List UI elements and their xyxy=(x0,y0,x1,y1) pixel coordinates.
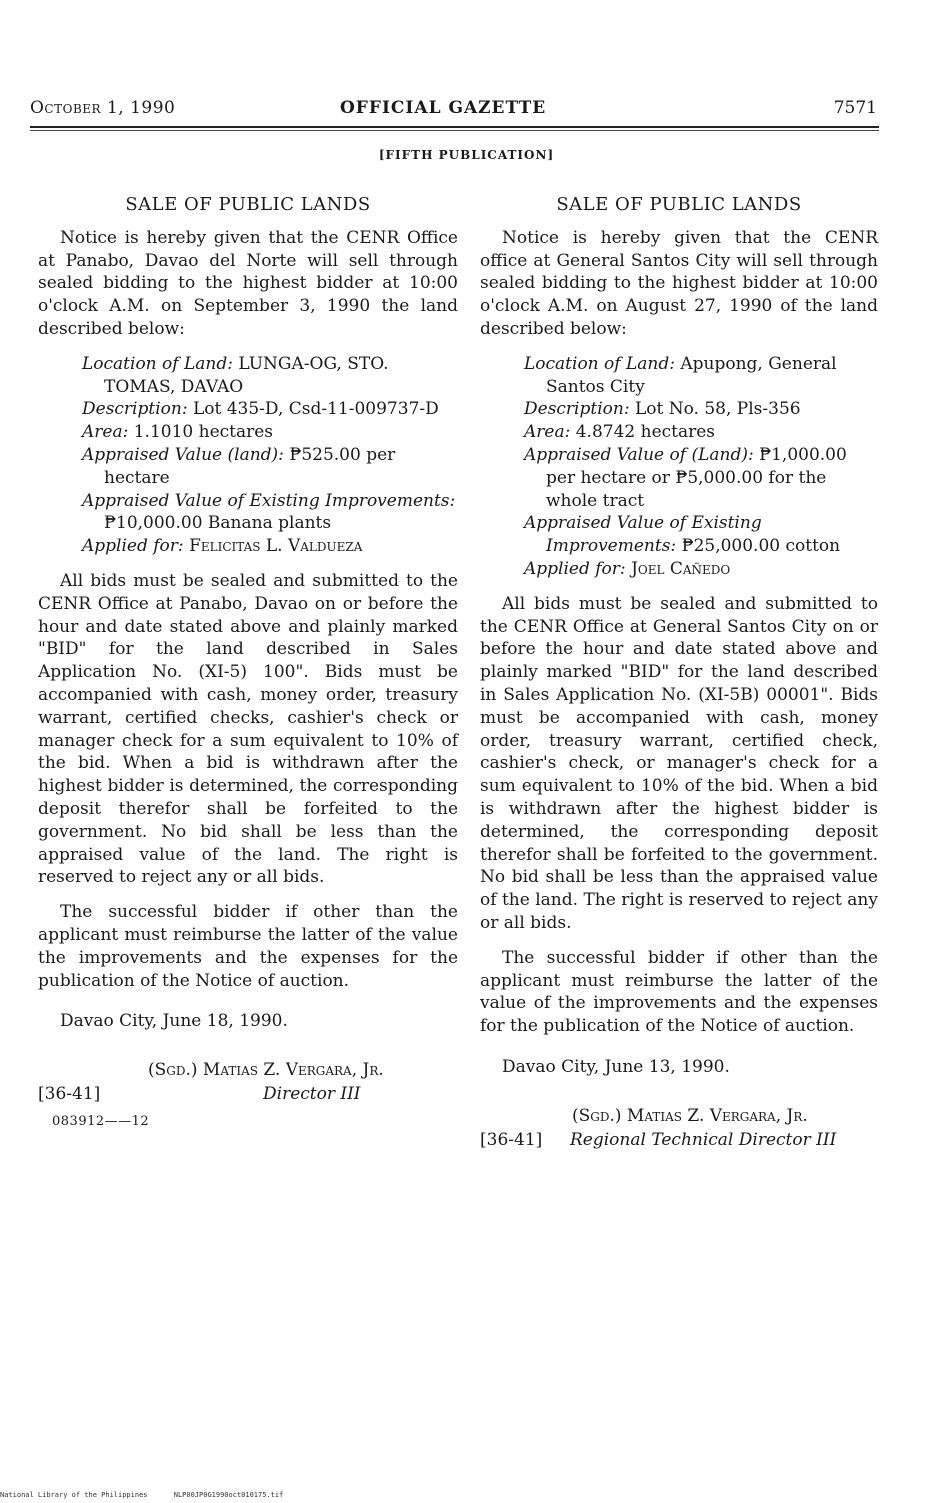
footer-library: National Library of the Philippines xyxy=(0,1491,148,1499)
detail-description: Description: Lot 435-D, Csd-11-009737-D xyxy=(82,399,439,420)
signatory-name: (Sgd.) Matias Z. Vergara, Jr. xyxy=(148,1060,384,1081)
detail-area: Area: 1.1010 hectares xyxy=(82,422,274,443)
notice-title: SALE OF PUBLIC LANDS xyxy=(125,194,371,215)
header-title: OFFICIAL GAZETTE xyxy=(340,98,547,118)
header-page-number: 7571 xyxy=(833,98,877,118)
detail-location: Location of Land: Apupong, General Santos City xyxy=(524,353,837,397)
detail-improvements: Appraised Value of Existing Improvements: ₱25,000.00 cotton xyxy=(524,513,841,557)
detail-area: Area: 4.8742 hectares xyxy=(524,422,716,443)
notice-body-bids: All bids must be sealed and submitted to the CENR Office at Panabo, Davao on or before the hour and date stated above and plainly marked "BID" for the land described in Sales Application No. (XI-5) 100". Bids must be accompanied with cash, money order, treasury warrant, certified checks, cashier's check or manager check for a sum equivalent to 10% of the bid. When a bid is withdrawn after the highest bidder is determined, the corresponding deposit therefor shall be forfeited to the government. No bid shall be less than the appraised value of the land. The right is reserved to reject any or all bids. xyxy=(38,570,458,888)
land-details xyxy=(82,353,458,558)
header-date: October 1, 1990 xyxy=(30,98,176,118)
detail-appraised-land: Appraised Value of (Land): ₱1,000.00 per hectare or ₱5,000.00 for the whole tract xyxy=(524,444,847,511)
notice-title: SALE OF PUBLIC LANDS xyxy=(556,194,802,215)
notice-body-reimburse: The successful bidder if other than the applicant must reimburse the latter of the value the improvements and the expenses for the publication of the Notice of auction. xyxy=(38,902,458,991)
publication-reference: [36-41] xyxy=(480,1129,543,1150)
notice-left xyxy=(38,194,458,1139)
footer-file: NLP00JP0G1990oct010175.tif xyxy=(173,1491,284,1499)
notice-body-reimburse: The successful bidder if other than the applicant must reimburse the latter of the value of the improvements and the expenses for the publication of the Notice of auction. xyxy=(480,947,878,1037)
signatory-name: (Sgd.) Matias Z. Vergara, Jr. xyxy=(572,1105,808,1126)
land-details xyxy=(524,353,878,581)
signature-block xyxy=(38,1059,458,1139)
signatory-title: Director III xyxy=(263,1084,361,1105)
publication-reference: [36-41] xyxy=(38,1084,101,1105)
signature-block xyxy=(480,1105,878,1185)
notice-intro: Notice is hereby given that the CENR office at General Santos City will sell through sealed bidding to the highest bidder at 10:00 o'clock A.M. on August 27, 1990 of the land described below: xyxy=(480,227,878,339)
notice-intro: Notice is hereby given that the CENR Office at Panabo, Davao del Norte will sell through sealed bidding to the highest bidder at 10:00 o'clock A.M. on September 3, 1990 the land described below: xyxy=(38,227,458,339)
publication-note: [FIFTH PUBLICATION] xyxy=(378,148,555,162)
detail-applied-for: Applied for: Felicitas L. Valdueza xyxy=(82,536,363,557)
notice-place-date: Davao City, June 18, 1990. xyxy=(60,1011,288,1032)
detail-applied-for: Applied for: Joel Cañedo xyxy=(524,558,731,579)
signatory-title: Regional Technical Director III xyxy=(570,1129,837,1150)
page-header xyxy=(30,98,877,124)
notice-right xyxy=(480,194,878,1185)
header-rule-secondary xyxy=(30,130,879,131)
detail-location: Location of Land: LUNGA-OG, STO. TOMAS, DAVAO xyxy=(82,353,389,397)
notice-body-bids: All bids must be sealed and submitted to the CENR Office at General Santos City on or before the hour and date stated above and plainly marked "BID" for the land described in Sales Application No. (XI-5B) 00001". Bids must be accompanied with cash, money order, treasury warrant, certified check, cashier's check, or manager's check for a sum equivalent to 10% of the bid. When a bid is withdrawn after the highest bidder is determined, the corresponding deposit therefor shall be forfeited to the government. No bid shall be less than the appraised value of the land. The right is reserved to reject any or all bids. xyxy=(480,593,878,933)
detail-improvements: Appraised Value of Existing Improvements: ₱10,000.00 Banana plants xyxy=(82,490,456,534)
notice-place-date: Davao City, June 13, 1990. xyxy=(502,1056,730,1077)
detail-description: Description: Lot No. 58, Pls-356 xyxy=(524,399,801,420)
document-code: 083912——12 xyxy=(52,1114,150,1130)
detail-appraised-land: Appraised Value (land): ₱525.00 per hectare xyxy=(82,444,396,488)
header-rule xyxy=(30,126,879,128)
scan-footer xyxy=(0,1491,305,1499)
